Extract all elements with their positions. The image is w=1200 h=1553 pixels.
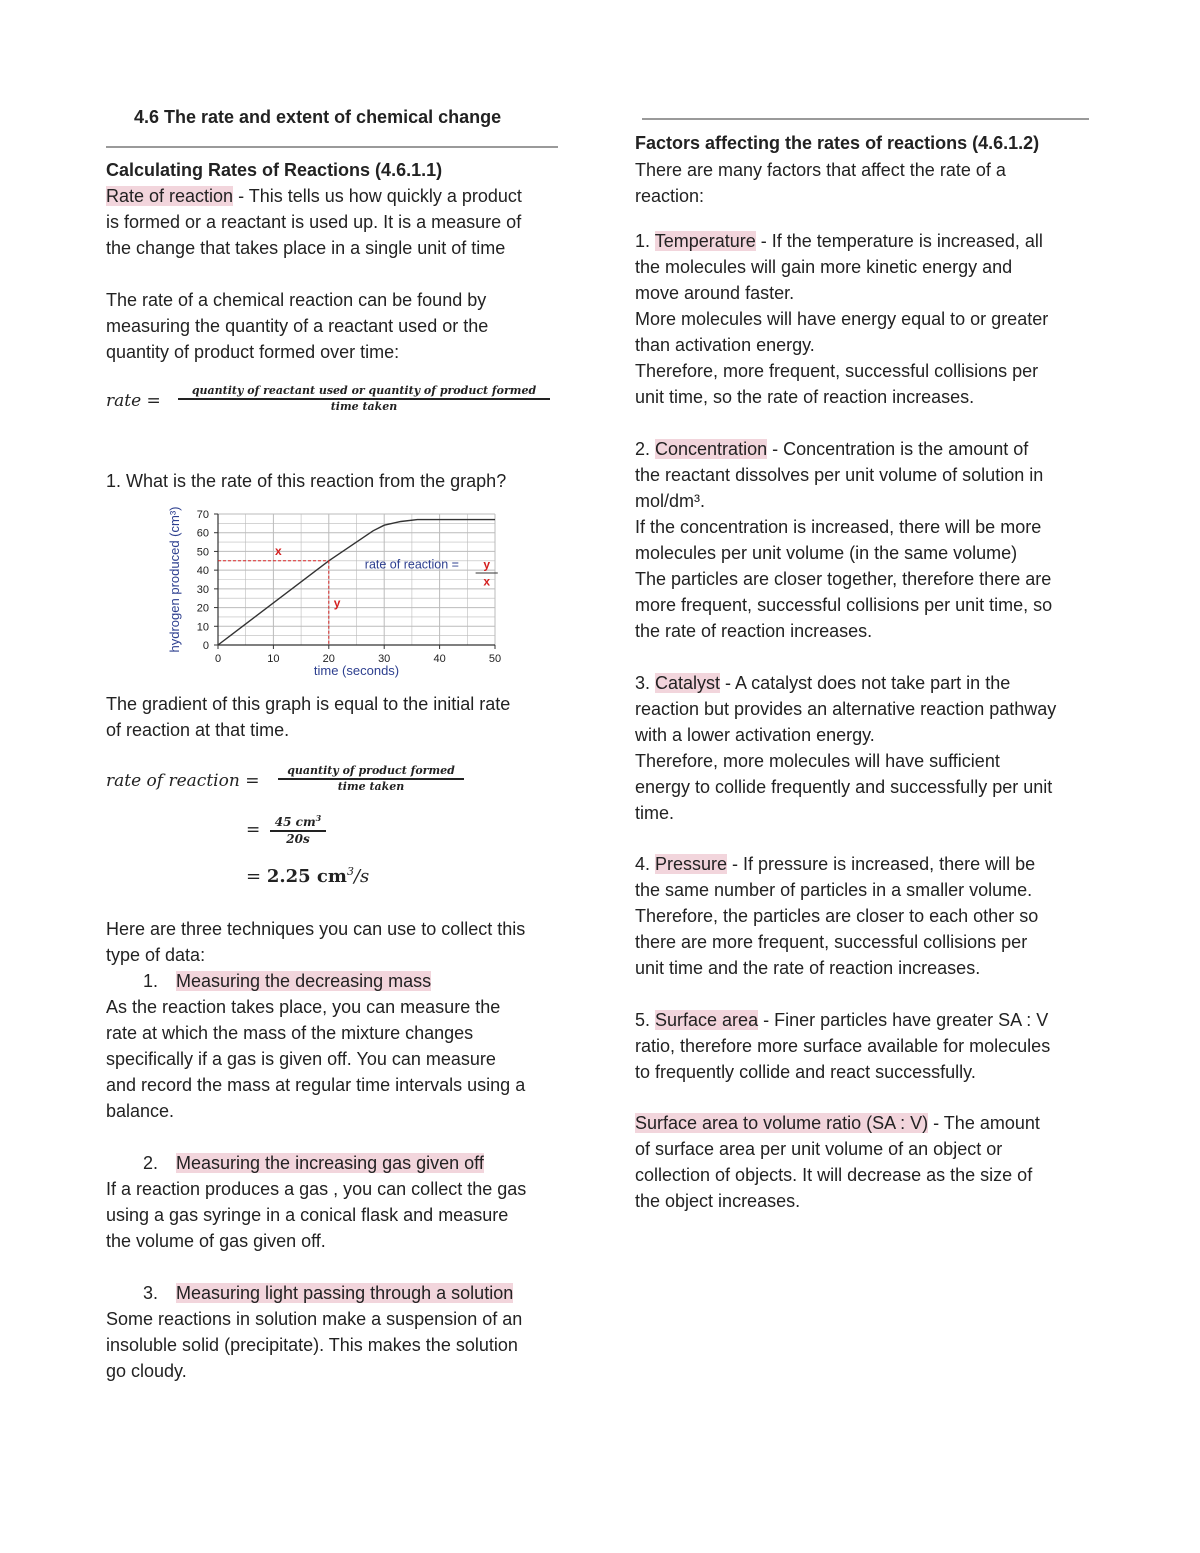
factors-intro-line1: There are many factors that affect the rate of a — [635, 160, 1006, 180]
annotation-frac-num: y — [483, 557, 491, 572]
title-divider — [106, 146, 558, 148]
factor-surface-area — [635, 1007, 1048, 1033]
term-catalyst: Catalyst — [655, 673, 721, 693]
result-unit: /s — [353, 866, 370, 887]
formula-rate-numerator: quantity of reactant used or quantity of product formed — [191, 384, 537, 397]
factor-line: than activation energy. — [635, 335, 815, 355]
y-tick-label: 40 — [196, 565, 209, 578]
result-value: 2.25 cm — [266, 866, 347, 887]
technique-1-line: specifically if a gas is given off. You can measure — [106, 1049, 496, 1069]
formula-rate-lhs: rate = — [106, 391, 161, 411]
y-tick-label: 20 — [196, 602, 209, 615]
y-tick-label: 30 — [196, 583, 209, 596]
sa-v-definition — [635, 1110, 1040, 1136]
factor-line: the rate of reaction increases. — [635, 621, 873, 641]
x-tick-label: 30 — [378, 653, 391, 665]
factor-text: - If the temperature is increased, all — [755, 231, 1043, 251]
section-heading-factors: Factors affecting the rates of reactions (4.6.1.2) — [635, 133, 1040, 153]
factor-line: Therefore, more frequent, successful collisions per — [635, 361, 1039, 381]
technique-2-line: using a gas syringe in a conical flask and measure — [106, 1205, 509, 1225]
x-tick-label: 20 — [322, 653, 335, 665]
y-tick-label: 60 — [196, 527, 209, 540]
factor-line: Therefore, more molecules will have sufficient — [635, 751, 1000, 771]
rate-definition-line1 — [106, 183, 522, 209]
sa-v-line: collection of objects. It will decrease as the size of — [635, 1165, 1033, 1185]
factor-text: - Concentration is the amount of — [767, 439, 1029, 459]
technique-1-line: rate at which the mass of the mixture changes — [106, 1023, 474, 1043]
formula-rate-denominator: time taken — [330, 399, 398, 413]
y-tick-label: 70 — [196, 509, 209, 521]
x-tick-label: 50 — [488, 653, 502, 665]
sa-v-line: of surface area per unit volume of an object or — [635, 1139, 1003, 1159]
term-pressure: Pressure — [655, 854, 728, 874]
x-tick-label: 40 — [433, 653, 446, 665]
technique-1-title — [176, 968, 431, 994]
factor-line: If the concentration is increased, there will be more — [635, 517, 1042, 537]
annotation-frac-den: x — [483, 574, 491, 589]
gradient-text-line2: of reaction at that time. — [106, 720, 290, 740]
factor-text: - Finer particles have greater SA : V — [758, 1010, 1049, 1030]
formula2-lhs: rate of reaction = — [106, 771, 260, 791]
rate-graph — [165, 502, 505, 677]
y-axis-label: hydrogen produced (cm³) — [167, 506, 182, 653]
techniques-intro-line2: type of data: — [106, 945, 206, 965]
factor-text: - A catalyst does not take part in the — [720, 673, 1011, 693]
formula2-denominator: time taken — [337, 779, 405, 793]
graph-question: 1. What is the rate of this reaction from the graph? — [106, 471, 507, 491]
factor-line: the reactant dissolves per unit volume of solution in — [635, 465, 1044, 485]
factor-line: the same number of particles in a smaller volume. — [635, 880, 1033, 900]
factor-line: unit time and the rate of reaction increases. — [635, 958, 981, 978]
technique-2-title-text: Measuring the increasing gas given off — [176, 1153, 484, 1173]
num2-text: 45 cm — [274, 815, 316, 829]
term-rate-of-reaction: Rate of reaction — [106, 186, 234, 206]
result-sup: 3 — [346, 865, 354, 878]
x-tick-label: 0 — [214, 653, 222, 665]
eq-sign: = — [246, 866, 262, 887]
y-tick-label: 0 — [202, 640, 209, 652]
definition-text: - This tells us how quickly a product — [233, 186, 522, 206]
factor-line: Therefore, the particles are closer to each other so — [635, 906, 1039, 926]
page-title: 4.6 The rate and extent of chemical change — [134, 107, 502, 127]
factor-line: to frequently collide and react successfully. — [635, 1062, 976, 1082]
factor-line: the molecules will gain more kinetic energy and — [635, 257, 1013, 277]
paragraph-line: quantity of product formed over time: — [106, 342, 400, 362]
y-tick-label: 10 — [196, 621, 209, 634]
technique-1-line: and record the mass at regular time intervals using a — [106, 1075, 526, 1095]
factor-number: 1. — [635, 231, 655, 251]
technique-2-line: the volume of gas given off. — [106, 1231, 326, 1251]
factor-line: reaction but provides an alternative reaction pathway — [635, 699, 1057, 719]
factor-line: mol/dm³. — [635, 491, 706, 511]
factors-intro-line2: reaction: — [635, 186, 705, 206]
technique-1-line: balance. — [106, 1101, 175, 1121]
factor-line: ratio, therefore more surface available for molecules — [635, 1036, 1051, 1056]
formula-rate-fraction — [178, 384, 550, 414]
term-surface-area: Surface area — [655, 1010, 759, 1030]
paragraph-line: The rate of a chemical reaction can be found by — [106, 290, 487, 310]
technique-3-title-text: Measuring light passing through a solution — [176, 1283, 514, 1303]
formula2-fraction2 — [270, 811, 326, 847]
x-axis-label: time (seconds) — [313, 663, 400, 678]
y-tick-label: 50 — [196, 546, 209, 559]
formula2-eq1: = — [246, 820, 261, 840]
term-temperature: Temperature — [654, 231, 756, 251]
technique-1-number: 1. — [143, 971, 159, 991]
factor-number: 3. — [635, 673, 656, 693]
factor-pressure — [635, 851, 1035, 877]
factor-catalyst — [635, 670, 1010, 696]
annotation-y-label: y — [333, 595, 341, 610]
gradient-text-line1: The gradient of this graph is equal to the initial rate — [106, 694, 511, 714]
technique-1-line: As the reaction takes place, you can measure the — [106, 997, 501, 1017]
factor-line: energy to collide frequently and successfully per unit — [635, 777, 1053, 797]
technique-3-line: go cloudy. — [106, 1361, 187, 1381]
factor-number: 2. — [635, 439, 656, 459]
factor-line: unit time, so the rate of reaction increases. — [635, 387, 975, 407]
factor-line: More molecules will have energy equal to or greater — [635, 309, 1049, 329]
formula2-result — [246, 865, 369, 887]
factor-line: with a lower activation energy. — [635, 725, 875, 745]
factor-line: time. — [635, 803, 675, 823]
factor-line: molecules per unit volume (in the same volume) — [635, 543, 1018, 563]
technique-3-title — [176, 1280, 513, 1306]
technique-3-line: Some reactions in solution make a suspension of an — [106, 1309, 523, 1329]
technique-2-title — [176, 1150, 484, 1176]
technique-2-number: 2. — [143, 1153, 159, 1173]
factor-text: - If pressure is increased, there will be — [727, 854, 1036, 874]
term-sa-v-ratio: Surface area to volume ratio (SA : V) — [635, 1113, 929, 1133]
factor-concentration — [635, 436, 1028, 462]
factor-line: more frequent, successful collisions per unit time, so — [635, 595, 1053, 615]
techniques-intro-line1: Here are three techniques you can use to collect this — [106, 919, 526, 939]
formula2-fraction — [278, 764, 464, 794]
section-heading-rates: Calculating Rates of Reactions (4.6.1.1) — [106, 160, 443, 180]
technique-2-line: If a reaction produces a gas , you can collect the gas — [106, 1179, 527, 1199]
formula2-num2 — [270, 811, 326, 830]
term-concentration: Concentration — [655, 439, 768, 459]
rate-definition-line2: is formed or a reactant is used up. It is a measure of — [106, 212, 522, 232]
factor-temperature — [635, 228, 1043, 254]
annotation-x-label: x — [275, 543, 282, 558]
num2-sup: 3 — [315, 813, 322, 823]
factor-number: 5. — [635, 1010, 656, 1030]
rate-definition-line3: the change that takes place in a single unit of time — [106, 238, 506, 258]
factor-line: move around faster. — [635, 283, 795, 303]
formula2-numerator: quantity of product formed — [287, 764, 455, 777]
factor-line: there are more frequent, successful collisions per — [635, 932, 1028, 952]
factor-line: The particles are closer together, therefore there are — [635, 569, 1052, 589]
sa-v-line: the object increases. — [635, 1191, 801, 1211]
technique-1-title-text: Measuring the decreasing mass — [176, 971, 432, 991]
technique-3-line: insoluble solid (precipitate). This makes the solution — [106, 1335, 518, 1355]
factor-number: 4. — [635, 854, 656, 874]
formula2-den2: 20s — [286, 831, 310, 846]
right-divider — [642, 118, 1089, 120]
sa-v-text: - The amount — [928, 1113, 1040, 1133]
annotation-rate-text: rate of reaction = — [364, 557, 459, 572]
technique-3-number: 3. — [143, 1283, 159, 1303]
paragraph-line: measuring the quantity of a reactant used or the — [106, 316, 489, 336]
x-tick-label: 10 — [267, 653, 280, 665]
